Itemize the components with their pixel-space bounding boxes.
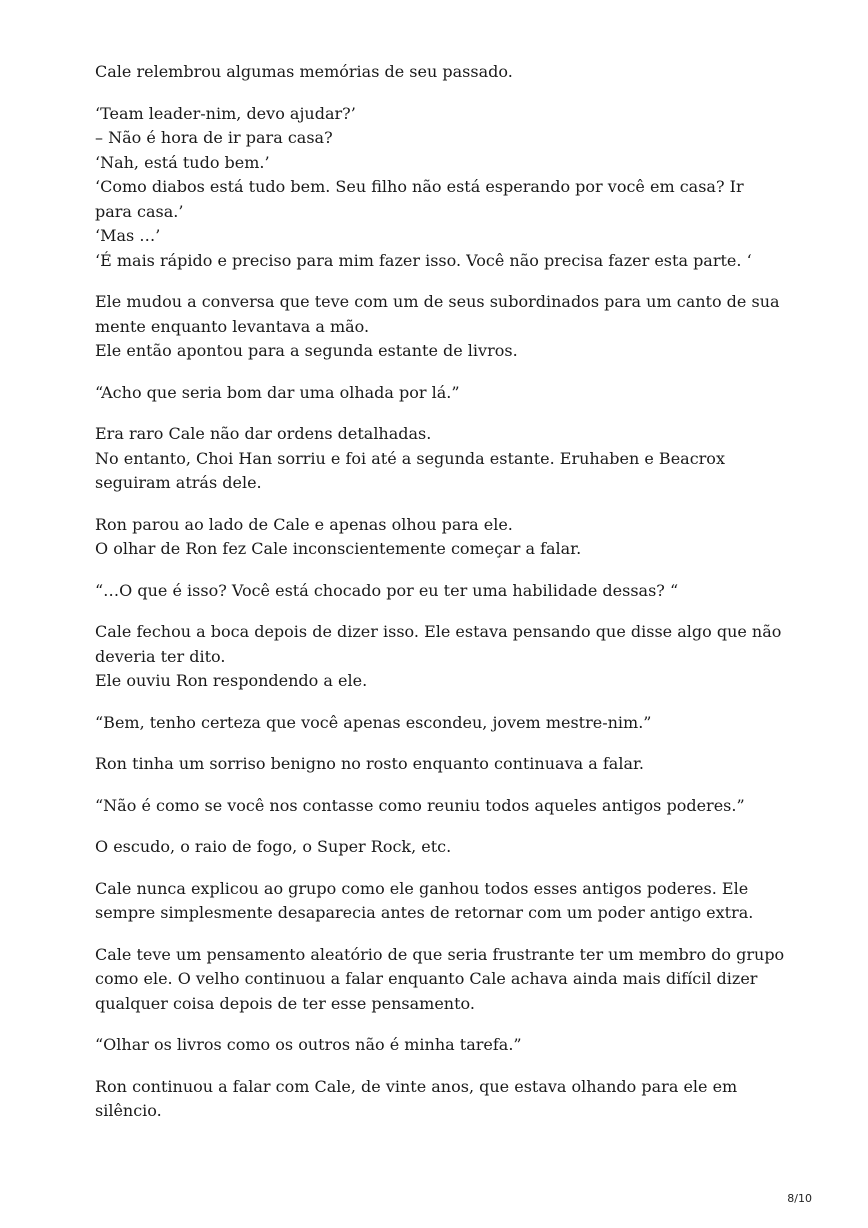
text-line: Cale teve um pensamento aleatório de que seria frustrante ter um membro do grupo como ele. O velho continuou a falar enquanto Cale achava ainda mais difícil dizer qualquer coisa depois de ter esse pensamento. [95, 944, 785, 1013]
text-line: Ron parou ao lado de Cale e apenas olhou para ele. [95, 514, 513, 534]
paragraph [95, 381, 785, 406]
text-line: Ele mudou a conversa que teve com um de seus subordinados para um canto de sua mente enquanto levantava a mão. [95, 292, 780, 336]
paragraph [95, 620, 785, 694]
text-line: “Acho que seria bom dar uma olhada por lá.” [95, 382, 460, 402]
text-line: O olhar de Ron fez Cale inconscientemente começar a falar. [95, 539, 582, 558]
paragraph [95, 579, 785, 604]
text-line: Ele ouviu Ron respondendo a ele. [95, 671, 368, 690]
text-line: Cale nunca explicou ao grupo como ele ganhou todos esses antigos poderes. Ele sempre simplesmente desaparecia antes de retornar com um poder antigo extra. [95, 878, 754, 922]
text-line: ‘Team leader-nim, devo ajudar?’ [95, 103, 356, 123]
paragraph [95, 513, 785, 562]
paragraph [95, 943, 785, 1017]
paragraph [95, 422, 785, 496]
text-line: Ron continuou a falar com Cale, de vinte anos, que estava olhando para ele em silêncio. [95, 1076, 738, 1120]
text-line: Cale fechou a boca depois de dizer isso. Ele estava pensando que disse algo que não deveria ter dito. [95, 622, 782, 666]
text-line: Era raro Cale não dar ordens detalhadas. [95, 424, 432, 443]
paragraph [95, 290, 785, 364]
text-line: ‘É mais rápido e preciso para mim fazer isso. Você não precisa fazer esta parte. ‘ [95, 250, 752, 270]
text-line: – Não é hora de ir para casa? [95, 128, 333, 147]
text-line: “Bem, tenho certeza que você apenas escondeu, jovem mestre-nim.” [95, 712, 652, 732]
text-line: Ele então apontou para a segunda estante de livros. [95, 341, 518, 360]
paragraph [95, 102, 785, 274]
paragraph [95, 1033, 785, 1058]
paragraph [95, 877, 785, 926]
text-line: “Olhar os livros como os outros não é minha tarefa.” [95, 1035, 522, 1054]
text-line: Cale relembrou algumas memórias de seu passado. [95, 62, 513, 81]
text-line: ‘Mas …’ [95, 226, 161, 245]
text-line: ‘Como diabos está tudo bem. Seu filho não está esperando por você em casa? Ir para casa.’ [95, 177, 744, 221]
text-line: ‘Nah, está tudo bem.’ [95, 152, 270, 172]
paragraph [95, 711, 785, 736]
text-line: “Não é como se você nos contasse como reuniu todos aqueles antigos poderes.” [95, 795, 745, 815]
paragraph [95, 752, 785, 777]
paragraph [95, 1075, 785, 1124]
paragraph [95, 794, 785, 819]
text-line: O escudo, o raio de fogo, o Super Rock, etc. [95, 837, 452, 856]
text-line: No entanto, Choi Han sorriu e foi até a segunda estante. Eruhaben e Beacrox seguiram atrás dele. [95, 448, 725, 492]
document-body [95, 60, 785, 1141]
paragraph [95, 835, 785, 860]
text-line: “…O que é isso? Você está chocado por eu ter uma habilidade dessas? “ [95, 580, 679, 600]
page-number: 8/10 [787, 1192, 812, 1205]
text-line: Ron tinha um sorriso benigno no rosto enquanto continuava a falar. [95, 754, 644, 773]
paragraph [95, 60, 785, 85]
